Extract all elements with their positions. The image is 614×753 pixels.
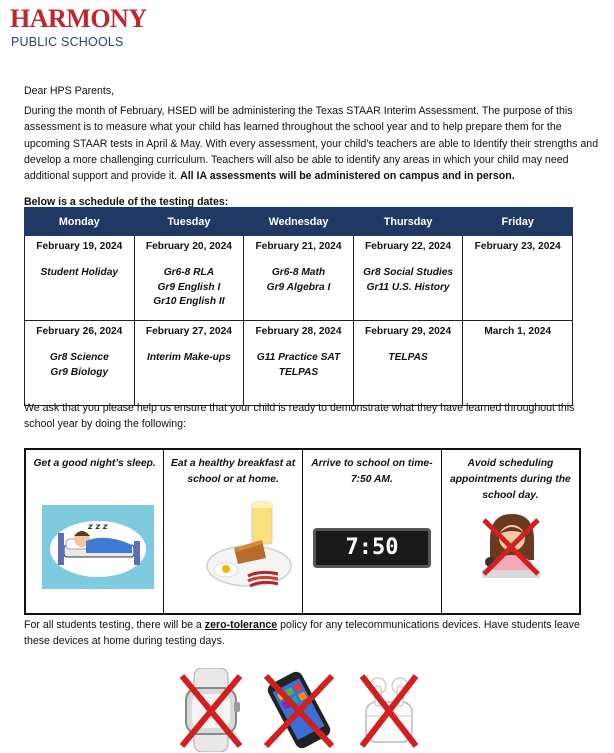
testing-schedule-table <box>24 207 573 406</box>
schedule-cell <box>463 236 573 321</box>
schedule-week-2 <box>25 321 573 406</box>
test-date: February 19, 2024 <box>36 241 123 252</box>
policy-text-end: policy for any telecommunications devices. Have students leave these devices at home during testing days. <box>24 619 580 648</box>
tip-cell-on-time <box>303 449 442 614</box>
test-date: February 21, 2024 <box>255 241 342 252</box>
day-header: Friday <box>463 208 573 236</box>
schedule-cell <box>463 321 573 406</box>
test-event: Gr8 Social Studies <box>363 267 454 278</box>
test-event: Gr11 U.S. History <box>366 281 450 293</box>
sleeping-child-icon <box>42 505 154 589</box>
schedule-cell <box>25 236 135 321</box>
zero-tolerance-paragraph <box>24 617 602 650</box>
tip-label: Get a good night’s sleep. <box>33 458 156 469</box>
test-date: February 22, 2024 <box>365 241 452 252</box>
day-header: Monday <box>25 208 135 236</box>
test-date: February 29, 2024 <box>365 326 452 337</box>
test-date: February 27, 2024 <box>145 326 232 337</box>
schedule-cell <box>134 236 244 321</box>
crossed-out-smartwatch-icon <box>176 668 246 752</box>
tip-cell-sleep <box>25 449 164 614</box>
policy-text-start: For all students testing, there will be a <box>24 619 202 631</box>
clock-display: 7:50 <box>345 535 399 560</box>
digital-clock-icon <box>313 528 431 568</box>
test-event: G11 Practice SAT <box>256 352 341 363</box>
test-date: February 23, 2024 <box>474 241 561 252</box>
schedule-cell <box>353 321 463 406</box>
schedule-week-1 <box>25 236 573 321</box>
day-header: Wednesday <box>244 208 354 236</box>
test-date: February 26, 2024 <box>36 326 123 337</box>
in-person-notice: All IA assessments will be administered on campus and in person. <box>180 170 515 183</box>
test-event: Gr10 English II <box>153 296 225 307</box>
test-event: Gr6-8 RLA <box>163 267 215 278</box>
tip-label: Avoid scheduling appointments during the school day. <box>450 458 571 501</box>
test-event: TELPAS <box>278 366 319 378</box>
schedule-header-row <box>25 208 573 236</box>
readiness-paragraph: We ask that you please help us ensure that your child is ready to demonstrate what they have learned throughout this school year by doing the following: <box>24 402 575 431</box>
day-header: Tuesday <box>134 208 244 236</box>
tip-label: Arrive to school on time- 7:50 AM. <box>311 458 433 485</box>
test-event: Interim Make-ups <box>146 352 231 363</box>
schedule-cell <box>353 236 463 321</box>
test-event: Gr8 Science <box>49 352 109 363</box>
schedule-cell <box>25 321 135 406</box>
prohibited-devices <box>0 662 614 753</box>
test-event: Gr9 English I <box>157 281 221 293</box>
test-event: Gr6-8 Math <box>271 267 326 278</box>
intro-text: During the month of February, HSED will be administering the Texas STAAR Interim Assessment. The purpose of this assessment is to measure what your child has learned throughout the school year and to help prepare them for the upcoming STAAR tests in April & May. With every assessment, your child’s teachers are able to Identify their strengths and develop a more challenging curriculum. Teachers will also be able to identify any areas in which your child may need additional support and provide it. <box>24 105 599 183</box>
tip-cell-appointments <box>441 449 580 614</box>
day-header: Thursday <box>353 208 463 236</box>
tip-label: Eat a healthy breakfast at school or at home. <box>171 458 296 485</box>
schedule-heading: Below is a schedule of the testing dates: <box>24 196 229 208</box>
svg-text:z z z: z z z <box>88 522 108 531</box>
test-date: March 1, 2024 <box>484 326 552 337</box>
readiness-tips-table <box>24 448 581 615</box>
test-date: February 28, 2024 <box>255 326 342 337</box>
greeting: Dear HPS Parents, <box>24 85 115 97</box>
crossed-out-earbuds-icon <box>356 668 422 752</box>
test-event: Gr9 Biology <box>50 366 109 378</box>
zero-tolerance-emphasis: zero-tolerance <box>204 619 278 631</box>
schedule-cell <box>134 321 244 406</box>
schedule-cell <box>244 236 354 321</box>
harmony-logo <box>10 4 147 52</box>
tip-cell-breakfast <box>164 449 303 614</box>
test-event: TELPAS <box>388 352 428 363</box>
crossed-out-smartphone-icon <box>258 668 340 752</box>
logo-wordmark: HARMONY <box>10 4 147 33</box>
schedule-cell <box>244 321 354 406</box>
test-event: Student Holiday <box>40 267 119 278</box>
intro-paragraph <box>24 103 602 184</box>
logo-subtitle: PUBLIC SCHOOLS <box>11 35 124 49</box>
test-event: Gr9 Algebra I <box>266 281 331 293</box>
breakfast-plate-icon <box>204 500 294 592</box>
test-date: February 20, 2024 <box>145 241 232 252</box>
no-appointments-icon <box>476 510 546 582</box>
